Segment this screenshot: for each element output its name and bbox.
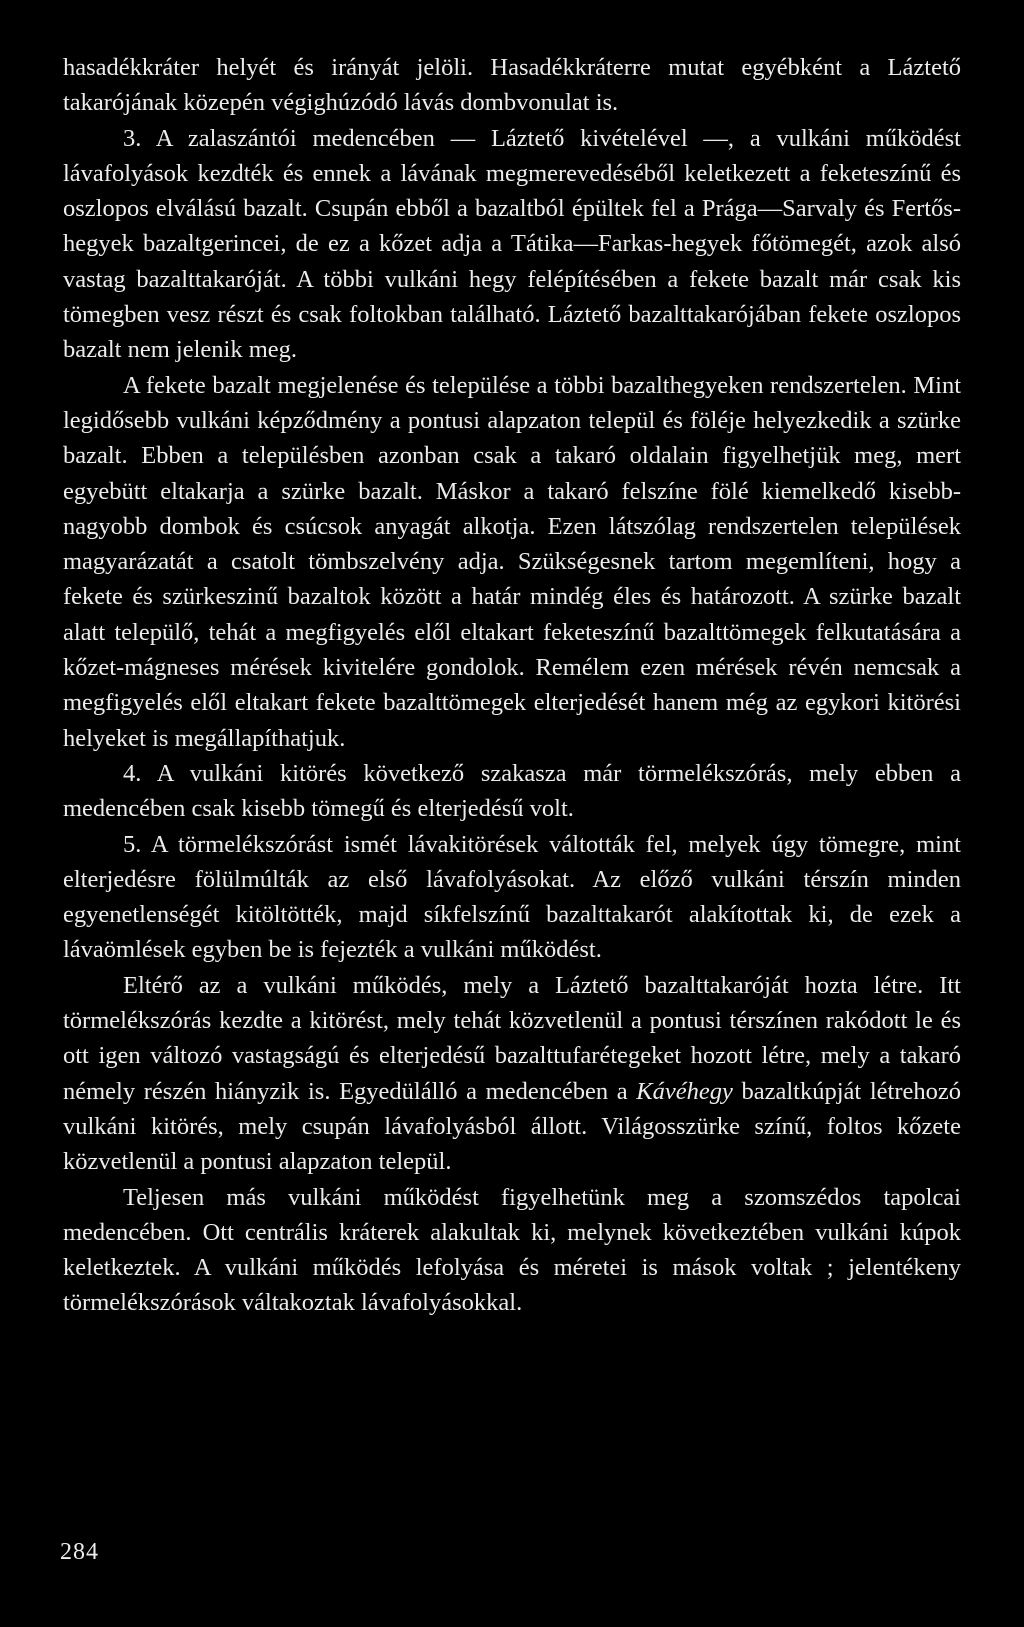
italic-place-name: Kávéhegy — [636, 1077, 733, 1105]
page-number: 284 — [60, 1539, 99, 1565]
page-text-column — [63, 50, 961, 1321]
paragraph-continuation: hasadékkráter helyét és irányát jelöli. Hasadékkráterre mutat egyébként a Láztető takarójának közepén végighúzódó lávás dombvonulat is. — [63, 54, 961, 117]
paragraph-item-5: 5. A törmelékszórást ismét lávakitörések váltották fel, melyek úgy tömegre, mint elterjedésre fölülmúlták az első lávafolyásokat. Az előző vulkáni térszín minden egyenetlenségét kitöltötték, majd síkfelszínű bazalttakarót alakítottak ki, de ezek a lávaömlések egyben be is fejezték a vulkáni működést. — [63, 830, 961, 964]
paragraph-laztető — [63, 968, 961, 1180]
paragraph-tapolca-basin: Teljesen más vulkáni működést figyelhetünk meg a szomszédos tapolcai medencében. Ott centrális kráterek alakultak ki, melynek következtében vulkáni kúpok keletkeztek. A vulkáni működés lefolyása és méretei is mások voltak ; jelentékeny törmelékszórások váltakoztak lávafolyásokkal. — [63, 1183, 961, 1317]
paragraph-item-3: 3. A zalaszántói medencében — Láztető kivételével —, a vulkáni működést lávafolyások kezdték és ennek a lávának megmerevedéséből keletkezett a feketeszínű és oszlopos elválású bazalt. Csupán ebből a bazaltból épültek fel a Prága—Sarvaly és Fertős-hegyek bazaltgerincei, de ez a kőzet adja a Tátika—Farkas-hegyek főtömegét, azok alsó vastag bazalttakaróját. A többi vulkáni hegy felépítésében a fekete bazalt már csak kis tömegben vesz részt és csak foltokban található. Láztető bazalttakarójában fekete oszlopos bazalt nem jelenik meg. — [63, 124, 961, 364]
paragraph-text: bazaltkúpját létrehozó vulkáni kitörés, mely csupán lávafolyásból állott. Világosszürke színű, foltos kőzete közvetlenül a pontusi alapzaton települ. — [63, 1077, 961, 1176]
paragraph-black-basalt: A fekete bazalt megjelenése és települése a többi bazalthegyeken rendszertelen. Mint legidősebb vulkáni képződmény a pontusi alapzaton települ és föléje helyezkedik a szürke bazalt. Ebben a településben azonban csak a takaró oldalain figyelhetjük meg, mert egyebütt eltakarja a szürke bazalt. Máskor a takaró felszíne fölé kiemelkedő kisebb-nagyobb dombok és csúcsok anyagát alkotja. Ezen látszólag rendszertelen települések magyarázatát a csatolt tömbszelvény adja. Szükségesnek tartom megemlíteni, hogy a fekete és szürkeszinű bazaltok között a határ mindég éles és határozott. A szürke bazalt alatt települő, tehát a megfigyelés elől eltakart feketeszínű bazalttömegek felkutatására a kőzet-mágneses mérések kivitelére gondolok. Remélem ezen mérések révén nemcsak a megfigyelés elől eltakart fekete bazalttömegek elterjedését hanem még az egykori kitörési helyeket is megállapíthatjuk. — [63, 371, 961, 752]
paragraph-text: Eltérő az a vulkáni működés, mely a Láztető bazalttakaróját hozta létre. Itt törmelékszórás kezdte a kitörést, mely tehát közvetlenül a pontusi térszínen rakódott le és ott igen változó vastagságú és elterjedésű bazalttufarétegeket hozott létre, mely a takaró némely részén hiányzik is. Egyedülálló a medencében a — [63, 971, 961, 1105]
paragraph-item-4: 4. A vulkáni kitörés következő szakasza már törmelékszórás, mely ebben a medencében csak kisebb tömegű és elterjedésű volt. — [63, 759, 961, 823]
